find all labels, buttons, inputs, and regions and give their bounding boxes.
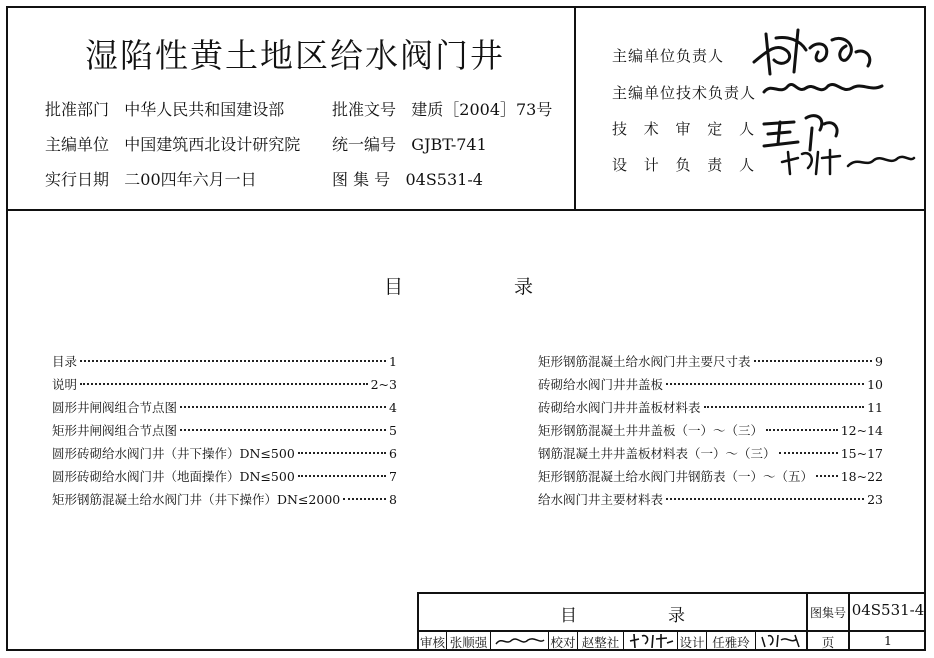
leader-dots bbox=[80, 383, 368, 385]
toc-entry[interactable] bbox=[52, 467, 397, 490]
toc-entry-title: 目录 bbox=[52, 354, 78, 369]
unified-no bbox=[332, 132, 487, 155]
toc-entry-title: 砖砌给水阀门井井盖板材料表 bbox=[538, 400, 701, 415]
tb-atlas-no: 04S531-4 bbox=[851, 601, 925, 619]
role-chief-unit-tech-head: 主编单位技术负责人 bbox=[612, 84, 757, 102]
toc-entry-page: 8 bbox=[389, 492, 397, 507]
meta-value: 二00四年六月一日 bbox=[124, 170, 257, 189]
role-technical-approver: 技 术 审 定 人 bbox=[612, 120, 761, 138]
meta-label: 批准部门 bbox=[45, 100, 110, 119]
tb-review-label: 审核 bbox=[419, 635, 445, 650]
leader-dots bbox=[180, 406, 386, 408]
tb-atlas-label: 图集号 bbox=[809, 606, 846, 620]
toc-left-column bbox=[52, 352, 397, 513]
toc-entry-page: 2~3 bbox=[370, 377, 397, 392]
meta-label: 批准文号 bbox=[332, 100, 397, 119]
toc-entry[interactable] bbox=[538, 352, 883, 375]
toc-entry[interactable] bbox=[52, 375, 397, 398]
toc-entry-title: 说明 bbox=[52, 377, 78, 392]
toc-entry-page: 1 bbox=[389, 354, 397, 369]
leader-dots bbox=[704, 406, 865, 408]
meta-label: 图 集 号 bbox=[332, 170, 391, 189]
meta-label: 统一编号 bbox=[332, 135, 397, 154]
header-bottom-line bbox=[6, 209, 926, 211]
toc-entry-title: 砖砌给水阀门井井盖板 bbox=[538, 377, 664, 392]
chief-editor-unit bbox=[45, 132, 300, 155]
meta-label: 实行日期 bbox=[45, 170, 110, 189]
toc-entry[interactable] bbox=[538, 375, 883, 398]
toc-entry[interactable] bbox=[538, 467, 883, 490]
toc-entry-page: 11 bbox=[867, 400, 883, 415]
toc-heading-right: 录 bbox=[514, 276, 534, 298]
toc-entry-page: 18~22 bbox=[840, 469, 883, 484]
leader-dots bbox=[80, 360, 386, 362]
tb-page-no: 1 bbox=[884, 633, 892, 648]
toc-entry-page: 9 bbox=[875, 354, 883, 369]
toc-entry[interactable] bbox=[538, 398, 883, 421]
toc-entry[interactable] bbox=[538, 421, 883, 444]
toc-entry[interactable] bbox=[52, 352, 397, 375]
meta-value: 04S531-4 bbox=[405, 170, 483, 189]
toc-entry-title: 圆形砖砌给水阀门井（井下操作）DN≤500 bbox=[52, 446, 295, 461]
tb-checker: 赵整社 bbox=[581, 635, 620, 650]
tb-reviewer: 张顺强 bbox=[449, 635, 488, 650]
header-divider bbox=[574, 6, 576, 210]
tb-check-label: 校对 bbox=[550, 635, 576, 650]
meta-value: 中华人民共和国建设部 bbox=[124, 100, 285, 119]
tb-page-label: 页 bbox=[821, 635, 835, 650]
toc-entry[interactable] bbox=[538, 490, 883, 513]
toc-entry-page: 12~14 bbox=[840, 423, 883, 438]
approval-dept bbox=[45, 97, 284, 120]
leader-dots bbox=[298, 452, 386, 454]
toc-entry-title: 圆形砖砌给水阀门井（地面操作）DN≤500 bbox=[52, 469, 295, 484]
signature-unit-head bbox=[748, 22, 888, 80]
leader-dots bbox=[766, 429, 838, 431]
toc-entry[interactable] bbox=[52, 444, 397, 467]
toc-entry-page: 15~17 bbox=[840, 446, 883, 461]
toc-entry[interactable] bbox=[52, 490, 397, 513]
tb-top-line bbox=[417, 592, 926, 594]
toc-entry-title: 圆形井闸阀组合节点图 bbox=[52, 400, 178, 415]
role-design-lead: 设 计 负 责 人 bbox=[612, 156, 761, 174]
toc-entry-page: 10 bbox=[867, 377, 883, 392]
toc-entry-title: 矩形钢筋混凝土井井盖板（一）～（三） bbox=[538, 423, 764, 438]
role-chief-unit-head: 主编单位负责人 bbox=[612, 47, 725, 65]
toc-entry-title: 给水阀门井主要材料表 bbox=[538, 492, 664, 507]
leader-dots bbox=[666, 383, 864, 385]
signature-tech-head bbox=[758, 74, 888, 102]
leader-dots bbox=[343, 498, 386, 500]
toc-entry-page: 5 bbox=[389, 423, 397, 438]
signature-design-lead bbox=[778, 144, 918, 178]
toc-entry-title: 矩形钢筋混凝土给水阀门井（井下操作）DN≤2000 bbox=[52, 492, 341, 507]
meta-value: 建质［2004］73号 bbox=[411, 100, 553, 119]
tb-sep bbox=[755, 630, 756, 651]
toc-entry-title: 矩形井闸阀组合节点图 bbox=[52, 423, 178, 438]
leader-dots bbox=[779, 452, 838, 454]
tb-name-right: 录 bbox=[668, 606, 685, 626]
signature-designer bbox=[759, 632, 803, 649]
tb-sep bbox=[623, 630, 624, 651]
toc-entry-title: 矩形钢筋混凝土给水阀门井主要尺寸表 bbox=[538, 354, 751, 369]
toc-right-column bbox=[538, 352, 883, 513]
toc-entry[interactable] bbox=[538, 444, 883, 467]
atlas-number bbox=[332, 167, 483, 190]
toc-entry-page: 23 bbox=[867, 492, 883, 507]
toc-entry-title: 钢筋混凝土井井盖板材料表（一）～（三） bbox=[538, 446, 776, 461]
signature-reviewer bbox=[494, 634, 546, 648]
effective-date bbox=[45, 167, 257, 190]
toc-entry-page: 4 bbox=[389, 400, 397, 415]
tb-designer: 任雅玲 bbox=[712, 635, 750, 650]
toc-entry[interactable] bbox=[52, 398, 397, 421]
meta-label: 主编单位 bbox=[45, 135, 110, 154]
tb-name-left: 目 bbox=[560, 606, 577, 626]
atlas-title: 湿陷性黄土地区给水阀门井 bbox=[85, 36, 505, 75]
toc-entry-page: 6 bbox=[389, 446, 397, 461]
tb-design-label: 设计 bbox=[679, 635, 705, 650]
meta-value: 中国建筑西北设计研究院 bbox=[124, 135, 301, 154]
toc-heading-left: 目 bbox=[384, 276, 404, 298]
leader-dots bbox=[180, 429, 386, 431]
leader-dots bbox=[816, 475, 838, 477]
toc-entry[interactable] bbox=[52, 421, 397, 444]
tb-sep bbox=[490, 630, 491, 651]
toc-entry-page: 7 bbox=[389, 469, 397, 484]
meta-value: GJBT-741 bbox=[411, 135, 487, 154]
signature-checker bbox=[627, 631, 675, 650]
leader-dots bbox=[298, 475, 386, 477]
leader-dots bbox=[666, 498, 864, 500]
approval-doc-no bbox=[332, 97, 552, 120]
leader-dots bbox=[754, 360, 873, 362]
toc-entry-title: 矩形钢筋混凝土给水阀门井钢筋表（一）～（五） bbox=[538, 469, 814, 484]
